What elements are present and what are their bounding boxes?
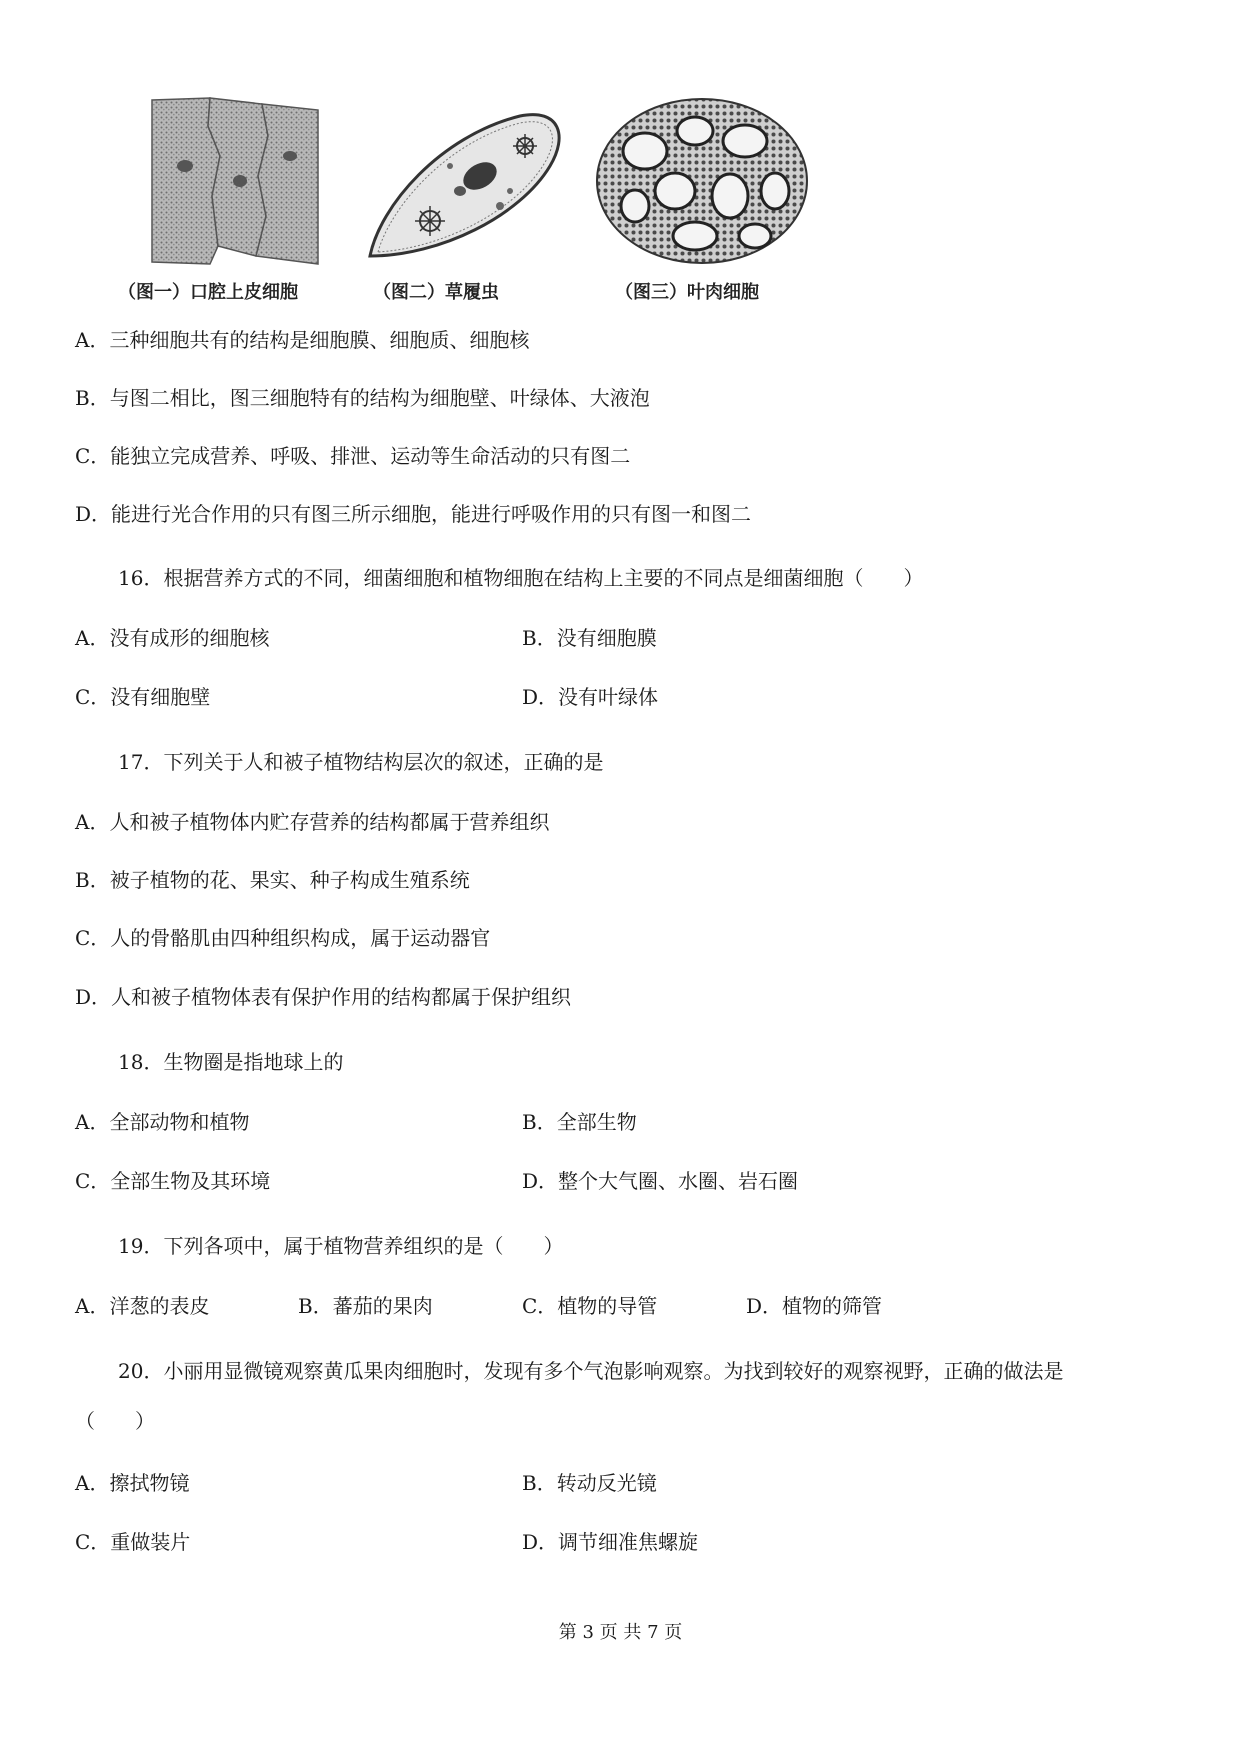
q19-option-c: C．植物的导管	[522, 1294, 658, 1318]
q16-option-c: C．没有细胞壁	[75, 685, 211, 709]
q16-option-d: D．没有叶绿体	[522, 685, 659, 709]
q20-option-b: B．转动反光镜	[522, 1471, 657, 1495]
q17-option-d: D．人和被子植物体表有保护作用的结构都属于保护组织	[75, 985, 572, 1009]
q16-stem: 16．根据营养方式的不同，细菌细胞和植物细胞在结构上主要的不同点是细菌细胞（ ）	[118, 566, 924, 590]
q20-option-a: A．擦拭物镜	[75, 1471, 190, 1495]
figure-caption-3: （图三）叶肉细胞	[615, 282, 759, 303]
q20-stem-line1: 20．小丽用显微镜观察黄瓜果肉细胞时，发现有多个气泡影响观察。为找到较好的观察视野，正确的做法是	[118, 1359, 1064, 1383]
q15-option-b: B．与图二相比，图三细胞特有的结构为细胞壁、叶绿体、大液泡	[75, 386, 650, 410]
q15-option-a: A．三种细胞共有的结构是细胞膜、细胞质、细胞核	[75, 328, 530, 352]
q18-stem: 18．生物圈是指地球上的	[118, 1050, 344, 1074]
q16-option-b: B．没有细胞膜	[522, 626, 657, 650]
q19-option-b: B．蕃茄的果肉	[298, 1294, 433, 1318]
figure-mesophyll-cells	[595, 96, 810, 266]
figure-caption-1: （图一）口腔上皮细胞	[118, 282, 298, 303]
q17-stem: 17．下列关于人和被子植物结构层次的叙述，正确的是	[118, 750, 604, 774]
figure-paramecium	[360, 96, 570, 266]
q20-option-d: D．调节细准焦螺旋	[522, 1530, 699, 1554]
q18-option-c: C．全部生物及其环境	[75, 1169, 271, 1193]
q16-option-a: A．没有成形的细胞核	[75, 626, 270, 650]
q17-option-c: C．人的骨骼肌由四种组织构成，属于运动器官	[75, 926, 491, 950]
q17-option-a: A．人和被子植物体内贮存营养的结构都属于营养组织	[75, 810, 550, 834]
figure-oral-epithelial-cells	[150, 96, 320, 266]
figure-caption-2: （图二）草履虫	[373, 282, 499, 303]
q20-option-c: C．重做装片	[75, 1530, 191, 1554]
q19-option-a: A．洋葱的表皮	[75, 1294, 210, 1318]
q18-option-b: B．全部生物	[522, 1110, 637, 1134]
q18-option-a: A．全部动物和植物	[75, 1110, 250, 1134]
q19-option-d: D．植物的筛管	[746, 1294, 883, 1318]
q17-option-b: B．被子植物的花、果实、种子构成生殖系统	[75, 868, 470, 892]
q19-stem: 19．下列各项中，属于植物营养组织的是（ ）	[118, 1234, 564, 1258]
q18-option-d: D．整个大气圈、水圈、岩石圈	[522, 1169, 799, 1193]
q20-stem-line2: （ ）	[75, 1409, 155, 1433]
q15-option-c: C．能独立完成营养、呼吸、排泄、运动等生命活动的只有图二	[75, 444, 631, 468]
q15-option-d: D．能进行光合作用的只有图三所示细胞，能进行呼吸作用的只有图一和图二	[75, 502, 752, 526]
page-footer: 第 3 页 共 7 页	[558, 1622, 683, 1643]
